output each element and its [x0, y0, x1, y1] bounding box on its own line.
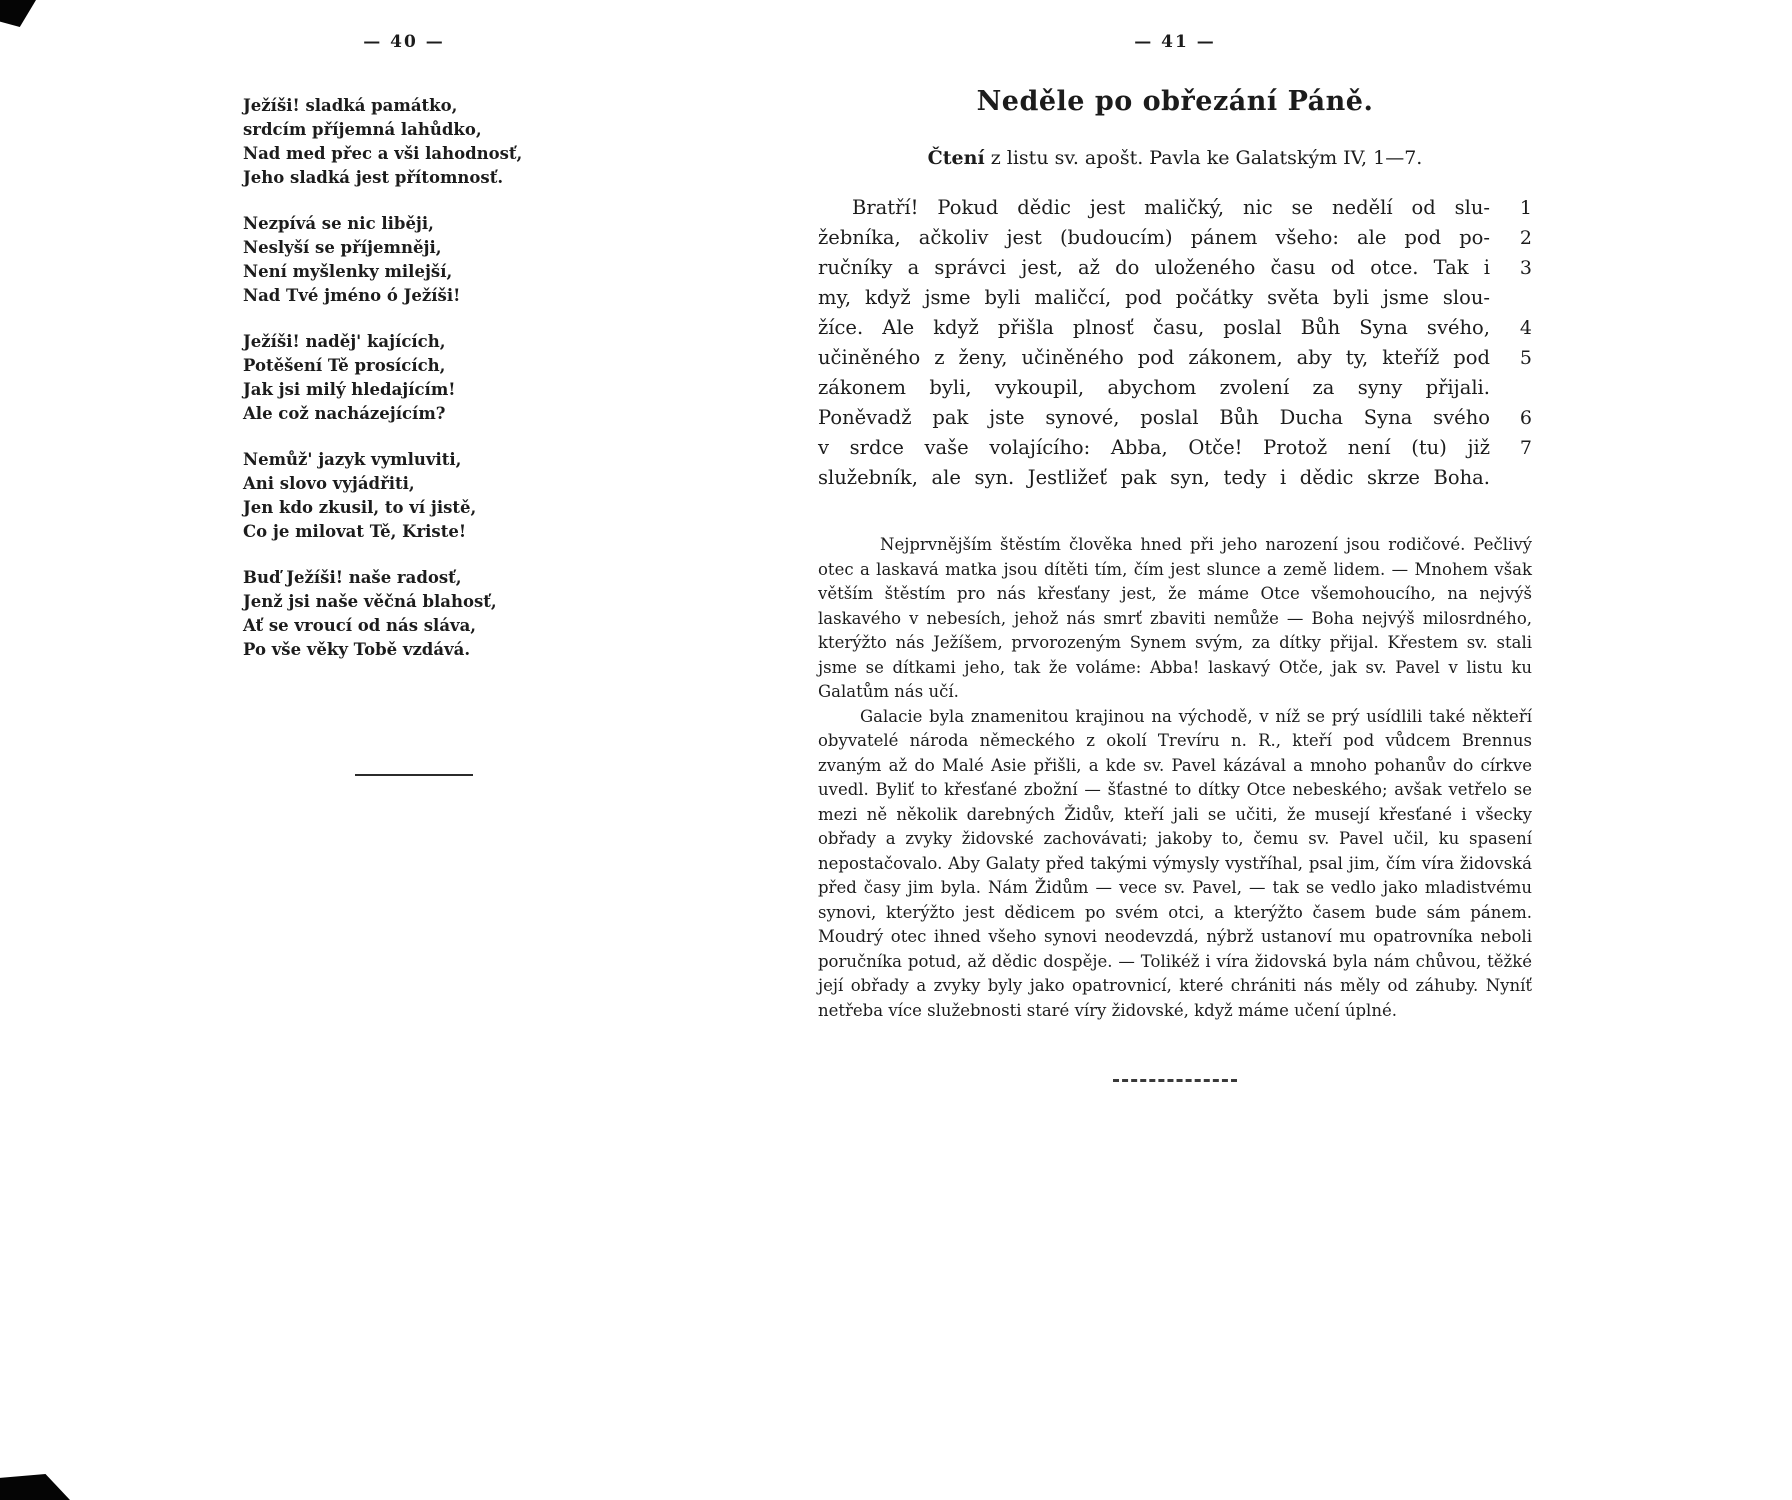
section-rule — [355, 774, 473, 776]
poem-line: Neslyší se příjemněji, — [243, 238, 442, 257]
verse-number: 4 — [1519, 317, 1532, 339]
right-page-number: — 41 — — [1134, 32, 1216, 52]
poem-line: Ať se vroucí od nás sláva, — [243, 616, 477, 635]
verse-number: 6 — [1519, 407, 1532, 429]
scripture-text: zákonem byli, vykoupil, abychom zvolení za syny přijali. — [818, 376, 1490, 399]
scripture-text: Poněvadž pak jste synové, poslal Bůh Ducha Syna svého — [818, 406, 1490, 429]
commentary-paragraph: Galacie byla znamenitou krajinou na východě, v níž se prý usídlili také někteří obyvatelé národa německého z okolí Trevíru n. R., kteří pod vůdcem Brennus zvaným až do Malé Asie přišli, a kde sv. Pavel kázával a mnoho pohanův do církve uvedl. Byliť to křesťané zbožní — šťastné to dítky Otce nebeského; avšak vetřelo se mezi ně několik darebných Židův, kteří jali se učiti, že musejí křesťané i všecky obřady a zvyky židovské zachovávati; jakoby to, čemu sv. Pavel učil, ku spasení nepostačovalo. Aby Galaty před takými výmysly vystříhal, psal jim, čím víra židovská před časy jim byla. Nám Židům — vece sv. Pavel, — tak se vedlo jako mladistvému synovi, kterýžto jest dědicem po svém otci, a kterýžto časem bude sám pánem. Moudrý otec ihned všeho synovi neodevzdá, nýbrž ustanoví mu opatrovníka neboli poručníka potud, až dědic dospěje. — Tolikéž i víra židovská byla nám chůvou, těžké její obřady a zvyky byly jako opatrovnicí, které chrániti nás měly od záhuby. Nyníť netřeba více služebnosti staré víry židovské, když máme učení úplné. — [818, 706, 1532, 1020]
scripture-text: my, když jsme byli maličcí, pod počátky světa byli jsme slou- — [818, 286, 1490, 309]
verse-number: 2 — [1519, 227, 1532, 249]
poem-line: Nad Tvé jméno ó Ježíši! — [243, 286, 461, 305]
scripture-block — [818, 193, 1532, 493]
poem-line: Jeho sladká jest přítomnosť. — [243, 168, 504, 187]
poem-stanza — [243, 212, 565, 308]
reading-subtitle — [818, 147, 1532, 169]
poem-stanza — [243, 94, 565, 190]
poem-line: Jenž jsi naše věčná blahosť, — [243, 592, 497, 611]
poem-line: Po vše věky Tobě vzdává. — [243, 640, 471, 659]
subtitle-rest: z listu sv. apošt. Pavla ke Galatským IV, 1—7. — [984, 147, 1423, 169]
scripture-text: Bratří! Pokud dědic jest maličký, nic se nedělí od slu- — [852, 196, 1490, 219]
scripture-text: ručníky a správci jest, až do uloženého času od otce. Tak i — [818, 256, 1490, 279]
hymn-poem — [243, 94, 565, 662]
poem-line: Potěšení Tě prosících, — [243, 356, 446, 375]
poem-stanza — [243, 566, 565, 662]
poem-line: Jak jsi milý hledajícím! — [243, 380, 456, 399]
scripture-line — [818, 373, 1532, 403]
poem-line: Buď Ježíši! naše radosť, — [243, 568, 462, 587]
scripture-line — [818, 463, 1532, 493]
verse-number: 3 — [1519, 257, 1532, 279]
poem-line: Ježíši! sladká památko, — [243, 96, 458, 115]
poem-line: Nemůž' jazyk vymluviti, — [243, 450, 462, 469]
right-page — [818, 32, 1532, 1082]
chapter-title: Neděle po obřezání Páně. — [976, 86, 1374, 117]
scripture-line — [818, 403, 1532, 433]
scripture-line — [818, 223, 1532, 253]
scripture-text: žebníka, ačkoliv jest (budoucím) pánem všeho: ale pod po- — [818, 226, 1490, 249]
scripture-text: služebník, ale syn. Jestližeť pak syn, tedy i dědic skrze Boha. — [818, 466, 1490, 489]
commentary-paragraph: Nejprvnějším štěstím člověka hned při jeho narození jsou rodičové. Pečlivý otec a laskavá matka jsou dítěti tím, čím jest slunce a země lidem. — Mnohem však větším štěstím pro nás křesťany jest, že máme Otce všemohoucího, na nejvýš laskavého v nebesích, jehož nás smrť zbaviti nemůže — Boha nejvýš milosrdného, kterýžto nás Ježíšem, prvorozeným Synem svým, za dítky přijal. Křestem sv. stali jsme se dítkami jeho, tak že voláme: Abba! laskavý Otče, jak sv. Pavel v listu ku Galatům nás učí. — [818, 535, 1532, 701]
poem-stanza — [243, 330, 565, 426]
left-page-number: — 40 — — [363, 32, 445, 52]
poem-line: Ani slovo vyjádřiti, — [243, 474, 415, 493]
scripture-line — [818, 283, 1532, 313]
verse-number: 5 — [1519, 347, 1532, 369]
poem-line: Ježíši! naděj' kajících, — [243, 332, 446, 351]
scan-artifact-bottom-left — [0, 1474, 70, 1500]
verse-number: 7 — [1519, 437, 1532, 459]
poem-line: Není myšlenky milejší, — [243, 262, 453, 281]
scripture-line — [818, 193, 1532, 223]
poem-stanza — [243, 448, 565, 544]
poem-line: Nezpívá se nic liběji, — [243, 214, 434, 233]
scripture-line — [818, 343, 1532, 373]
subtitle-lead: Čtení — [927, 147, 985, 169]
scripture-text: v srdce vaše volajícího: Abba, Otče! Protož není (tu) již — [818, 436, 1490, 459]
poem-line: srdcím příjemná lahůdko, — [243, 120, 482, 139]
end-rule — [1113, 1079, 1237, 1082]
scripture-line — [818, 313, 1532, 343]
poem-line: Nad med přec a vši lahodnosť, — [243, 144, 523, 163]
commentary-block — [818, 533, 1532, 1023]
left-page — [243, 32, 565, 776]
scripture-line — [818, 253, 1532, 283]
verse-number: 1 — [1519, 197, 1532, 219]
scripture-text: žíce. Ale když přišla plnosť času, poslal Bůh Syna svého, — [818, 316, 1490, 339]
scan-artifact-top-left — [0, 0, 36, 27]
scripture-line — [818, 433, 1532, 463]
scripture-text: učiněného z ženy, učiněného pod zákonem, aby ty, kteříž pod — [818, 346, 1490, 369]
poem-line: Ale což nacházejícím? — [243, 404, 446, 423]
poem-line: Jen kdo zkusil, to ví jistě, — [243, 498, 477, 517]
poem-line: Co je milovat Tě, Kriste! — [243, 522, 467, 541]
